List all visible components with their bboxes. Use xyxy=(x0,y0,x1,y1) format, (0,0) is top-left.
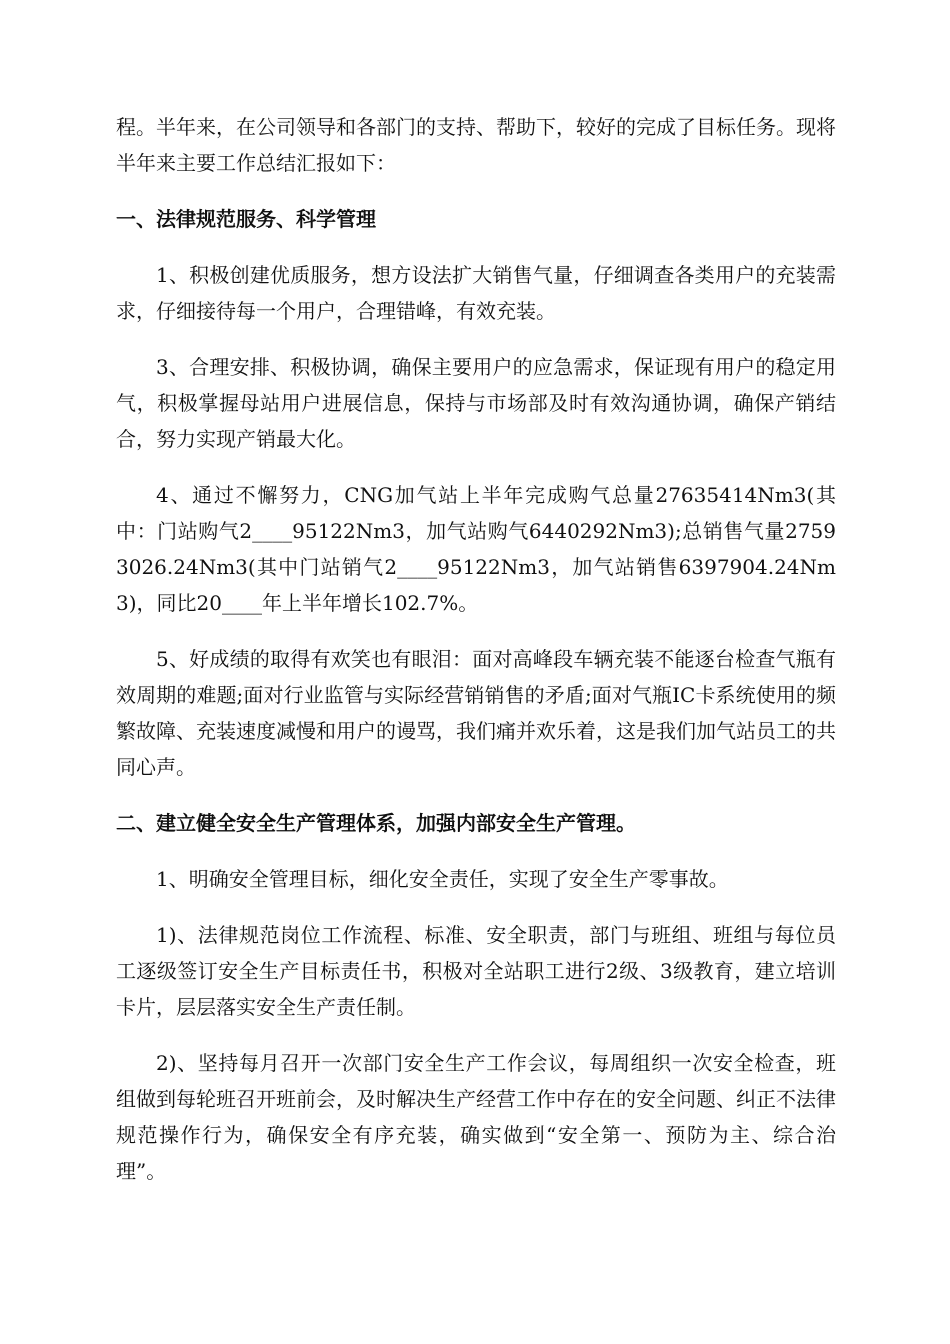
paragraph-safety-1: 1、明确安全管理目标，细化安全责任，实现了安全生产零事故。 xyxy=(156,867,729,891)
paragraph-item-4: 4、通过不懈努力，CNG加气站上半年完成购气总量27635414Nm3(其中：门站购气2____95122Nm3，加气站购气6440292Nm3);总销售气量27593026.24Nm3(其中门站销气2____95122Nm3，加气站销售6397904.24Nm3)，同比20____年上半年增长102.7%。 xyxy=(116,483,836,615)
paragraph-item-3: 3、合理安排、积极协调，确保主要用户的应急需求，保证现有用户的稳定用气，积极掌握母站用户进展信息，保持与市场部及时有效沟通协调，确保产销结合，努力实现产销最大化。 xyxy=(116,355,836,451)
paragraph-safety-1-2: 2)、坚持每月召开一次部门安全生产工作会议，每周组织一次安全检查，班组做到每轮班召开班前会，及时解决生产经营工作中存在的安全问题、纠正不法律规范操作行为，确保安全有序充装，确实做到“安全第一、预防为主、综合治理”。 xyxy=(116,1051,836,1183)
document-body xyxy=(116,109,836,1209)
paragraph-item-5: 5、好成绩的取得有欢笑也有眼泪：面对高峰段车辆充装不能逐台检查气瓶有效周期的难题;面对行业监管与实际经营销销售的矛盾;面对气瓶IC卡系统使用的频繁故障、充装速度减慢和用户的谩骂，我们痛并欢乐着，这是我们加气站员工的共同心声。 xyxy=(116,647,836,779)
paragraph-safety-1-1: 1)、法律规范岗位工作流程、标准、安全职责，部门与班组、班组与每位员工逐级签订安全生产目标责任书，积极对全站职工进行2级、3级教育，建立培训卡片，层层落实安全生产责任制。 xyxy=(116,923,836,1019)
section-heading-1: 一、法律规范服务、科学管理 xyxy=(116,207,376,231)
paragraph-item-1: 1、积极创建优质服务，想方设法扩大销售气量，仔细调查各类用户的充装需求，仔细接待每一个用户，合理错峰，有效充装。 xyxy=(116,263,836,323)
paragraph-intro: 程。半年来，在公司领导和各部门的支持、帮助下，较好的完成了目标任务。现将半年来主要工作总结汇报如下： xyxy=(116,115,836,175)
section-heading-2: 二、建立健全安全生产管理体系，加强内部安全生产管理。 xyxy=(116,811,636,835)
